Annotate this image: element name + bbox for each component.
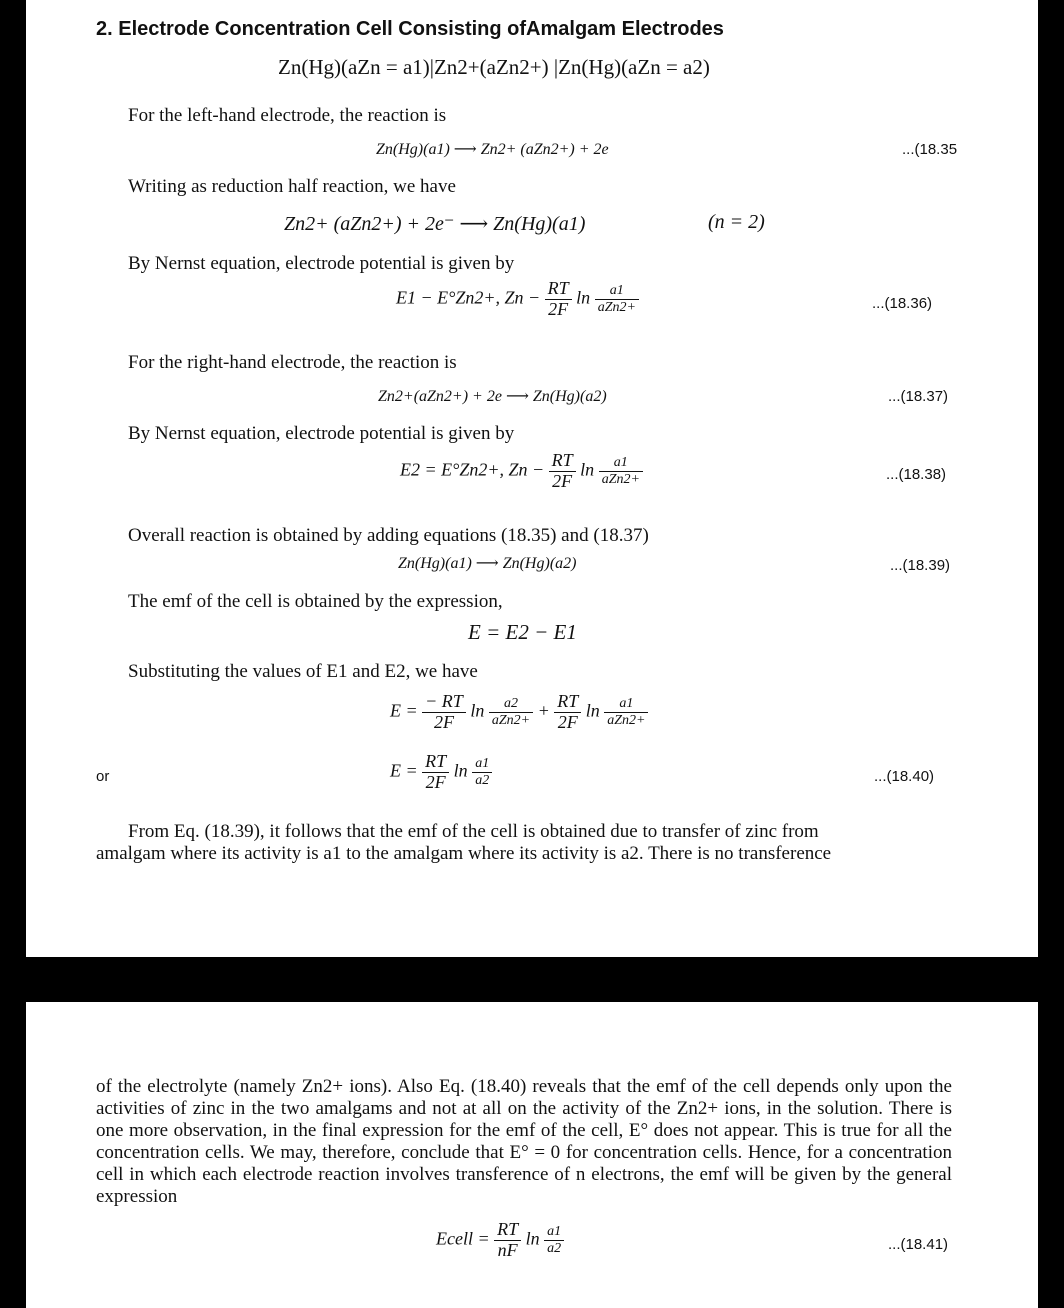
substitution-intro: Substituting the values of E1 and E2, we have — [128, 661, 478, 682]
conclusion-line-2: amalgam where its activity is a1 to the amalgam where its activity is a2. There is no transference — [96, 843, 832, 864]
equation-number-18-39: ...(18.39) — [890, 557, 951, 574]
left-electrode-intro: For the left-hand electrode, the reaction is — [128, 105, 447, 126]
or-label: or — [96, 768, 110, 785]
substitution-equation — [390, 692, 648, 733]
eq41-log-fraction: $\frac{a1}{a2}$ — [544, 1224, 564, 1256]
eq38-ln: ln — [580, 459, 595, 480]
overall-intro: Overall reaction is obtained by adding equations (18.35) and (18.37) — [128, 525, 649, 546]
eq36-lhs: E1 − E°Zn2+, Zn − — [396, 287, 541, 308]
eq38-log-fraction: $\frac{a1}{\text{aZn2+}}$ — [599, 455, 643, 487]
emf-intro: The emf of the cell is obtained by the expression, — [128, 591, 503, 612]
equation-18-41 — [436, 1220, 564, 1261]
subst-ln-2: ln — [585, 700, 600, 721]
equation-18-35: Zn(Hg)(a1) ⟶ Zn2+ (aZn2+) + 2e — [376, 141, 609, 158]
eq41-ln: ln — [525, 1228, 540, 1249]
conclusion-line-1: From Eq. (18.39), it follows that the emf of the cell is obtained due to transfer of zinc from — [128, 821, 819, 842]
reduction-intro: Writing as reduction half reaction, we have — [128, 176, 456, 197]
equation-18-36 — [396, 279, 639, 320]
eq40-lhs: E = — [390, 760, 418, 781]
subst-fraction-1: $\frac{- RT}{2F}$ — [422, 692, 466, 733]
subst-fraction-2: $\frac{RT}{2F}$ — [554, 692, 581, 733]
electron-count: (n = 2) — [708, 211, 765, 233]
cell-notation: Zn(Hg)(aZn = a1)|Zn2+(aZn2+) |Zn(Hg)(aZn = a2) — [278, 55, 710, 79]
page-1 — [26, 0, 1038, 957]
nernst-intro-1: By Nernst equation, electrode potential is given by — [128, 253, 515, 274]
equation-number-18-40: ...(18.40) — [874, 768, 935, 785]
section-heading: 2. Electrode Concentration Cell Consisting ofAmalgam Electrodes — [96, 18, 724, 40]
equation-18-37: Zn2+(aZn2+) + 2e ⟶ Zn(Hg)(a2) — [378, 388, 607, 405]
eq36-fraction: $\frac{RT}{2F}$ — [545, 279, 572, 320]
concentration-cell-paragraph: of the electrolyte (namely Zn2+ ions). Also Eq. (18.40) reveals that the emf of the cell depends only upon the activities of zinc in the two amalgams and not at all on the activity of the Zn2+ ions, in the solution. There is one more observation, in the final expression for the emf of the cell, E° does not appear. This is true for all the concentration cells. We may, therefore, conclude that E° = 0 for concentration cells. Hence, for a concentration cell in which each electrode reaction involves transference of n electrons, the emf will be given by the general expression — [96, 1076, 952, 1207]
eq36-log-fraction: $\frac{a1}{\text{aZn2+}}$ — [595, 283, 639, 315]
subst-lhs: E = — [390, 700, 418, 721]
equation-18-38 — [400, 451, 643, 492]
reduction-equation: Zn2+ (aZn2+) + 2e⁻ ⟶ Zn(Hg)(a1) — [284, 213, 586, 235]
equation-18-40 — [390, 752, 492, 793]
eq41-fraction: $\frac{RT}{nF}$ — [494, 1220, 521, 1261]
equation-number-18-35: ...(18.35 — [902, 141, 958, 158]
right-electrode-intro: For the right-hand electrode, the reaction is — [128, 352, 457, 373]
page-2 — [26, 1002, 1038, 1308]
eq36-ln: ln — [576, 287, 591, 308]
eq40-ln: ln — [453, 760, 468, 781]
equation-number-18-36: ...(18.36) — [872, 295, 933, 312]
equation-number-18-38: ...(18.38) — [886, 466, 947, 483]
equation-18-39: Zn(Hg)(a1) ⟶ Zn(Hg)(a2) — [398, 555, 577, 572]
eq38-lhs: E2 = E°Zn2+, Zn − — [400, 459, 545, 480]
eq40-log-fraction: $\frac{a1}{a2}$ — [472, 756, 492, 788]
subst-plus: + — [537, 700, 550, 721]
subst-log-fraction-1: $\frac{a2}{\text{aZn2+}}$ — [489, 696, 533, 728]
emf-equation: E = E2 − E1 — [468, 620, 577, 644]
subst-log-fraction-2: $\frac{a1}{\text{aZn2+}}$ — [604, 696, 648, 728]
eq38-fraction: $\frac{RT}{2F}$ — [549, 451, 576, 492]
nernst-intro-2: By Nernst equation, electrode potential is given by — [128, 423, 515, 444]
subst-ln-1: ln — [470, 700, 485, 721]
equation-number-18-37: ...(18.37) — [888, 388, 949, 405]
eq41-lhs: Ecell = — [436, 1228, 490, 1249]
eq40-fraction: $\frac{RT}{2F}$ — [422, 752, 449, 793]
equation-number-18-41: ...(18.41) — [888, 1236, 949, 1253]
